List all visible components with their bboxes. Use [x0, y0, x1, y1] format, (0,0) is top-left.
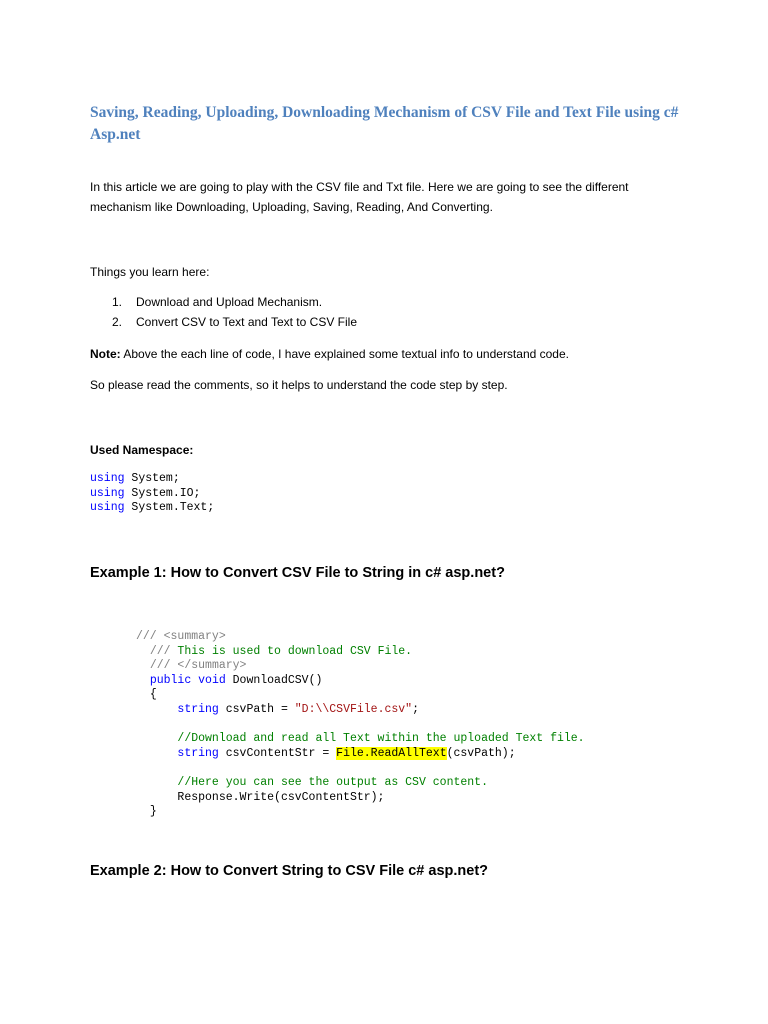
- doc-comment-slashes: ///: [149, 659, 171, 673]
- learn-label: Things you learn here:: [90, 265, 210, 279]
- doc-comment-text: This is used to download CSV File.: [170, 644, 413, 658]
- code-line: System;: [124, 472, 180, 485]
- list-item-number: 1.: [112, 295, 123, 309]
- intro-paragraph: In this article we are going to play with the CSV file and Txt file. Here we are going to see the different mechanism like Downloading, Uploading, Saving, Reading, And Converting.: [90, 180, 629, 214]
- note-paragraph: [90, 344, 690, 364]
- list-item-text: Download and Upload Mechanism.: [136, 295, 323, 309]
- highlighted-call: File.ReadAllText: [336, 746, 447, 760]
- namespace-code-block: [90, 472, 214, 516]
- string-literal: "D:\\CSVFile.csv": [294, 702, 413, 716]
- code-keyword: void: [198, 673, 226, 687]
- doc-comment-slashes: ///: [149, 644, 171, 658]
- code-keyword: string: [177, 746, 219, 760]
- code-keyword: using: [90, 486, 125, 500]
- code-line: System.Text;: [124, 501, 215, 515]
- close-brace: }: [149, 805, 157, 819]
- code-text: csvContentStr =: [218, 746, 337, 760]
- list-item-text: Convert CSV to Text and Text to CSV File: [136, 315, 357, 329]
- code-text: (csvPath);: [446, 746, 516, 760]
- list-item: [90, 312, 357, 332]
- namespace-label: Used Namespace:: [90, 443, 194, 457]
- note-label: Note:: [90, 347, 121, 361]
- example1-heading: Example 1: How to Convert CSV File to String in c# asp.net?: [90, 565, 505, 581]
- code-keyword: using: [90, 501, 125, 515]
- code-text: ;: [412, 702, 419, 716]
- method-signature: DownloadCSV(): [225, 673, 323, 687]
- example2-heading: Example 2: How to Convert String to CSV File c# asp.net?: [90, 863, 489, 879]
- code-keyword: using: [90, 472, 125, 485]
- code-comment: //Download and read all Text within the uploaded Text file.: [177, 732, 585, 746]
- open-brace: {: [149, 688, 157, 702]
- code-text: Response.Write(csvContentStr);: [177, 790, 385, 804]
- doc-comment-tag: </summary>: [170, 659, 247, 673]
- code-line: System.IO;: [124, 486, 201, 500]
- doc-comment-tag: <summary>: [156, 630, 226, 643]
- example1-code-block: [136, 630, 585, 820]
- list-item-number: 2.: [112, 315, 123, 329]
- doc-comment-slashes: ///: [136, 630, 157, 643]
- code-keyword: string: [177, 702, 219, 716]
- list-item: [90, 292, 357, 312]
- code-comment: //Here you can see the output as CSV content.: [177, 775, 488, 789]
- code-text: csvPath =: [218, 702, 295, 716]
- document-title: Saving, Reading, Uploading, Downloading Mechanism of CSV File and Text File using c# Asp.net: [90, 104, 679, 143]
- comments-paragraph: So please read the comments, so it helps to understand the code step by step.: [90, 378, 508, 392]
- code-keyword: public: [149, 673, 192, 687]
- learn-list: [90, 292, 357, 332]
- note-text: Above the each line of code, I have explained some textual info to understand code.: [120, 347, 569, 361]
